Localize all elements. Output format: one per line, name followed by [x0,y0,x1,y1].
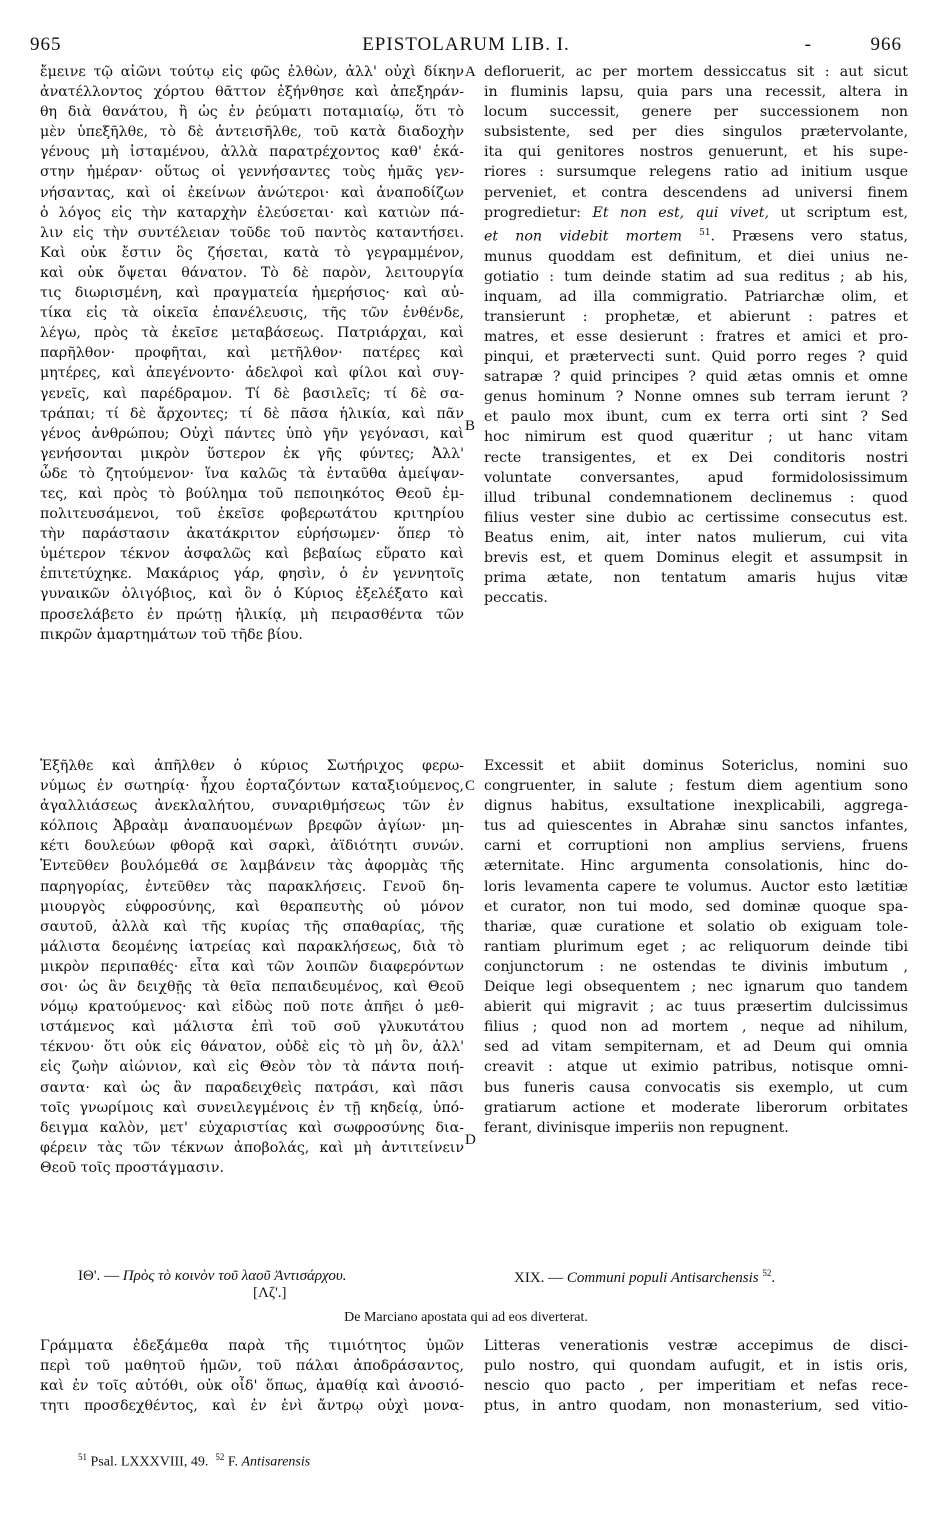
text-line: παρηγορίας, ἐντεῦθεν τὰς παρακλήσεις. Γενοῦ δη- [40,878,464,895]
text-line: καὶ οὐκ ὄψεται θάνατον. Τὸ δὲ παρὸν, λειτουργία [40,264,464,281]
text-line: θη διὰ θανάτου, ἢ ὡς ἐν ῥεύματι ποταμιαίῳ, ὅτι τὸ [40,104,464,121]
text-line: satrapæ ? quid principes ? quid ætas omnis et omne [484,369,908,386]
text-line: Ἐξῆλθε καὶ ἀπῆλθεν ὁ κύριος Σωτήριχος φερω- [40,758,464,774]
text-line: πολιτευσάμενοι, τοῦ ἐκεῖσε φοβερωτάτου κριτηρίου [40,506,464,523]
text-line: περὶ τοῦ μαθητοῦ ἡμῶν, τοῦ πάλαι ἀποδράσαντος, [40,1358,464,1375]
text-line: τις διωρισμένη, καὶ πραγματεία ἡμερήσιος· καὶ αὐ- [40,285,464,302]
text-line: σαντα· καὶ ὡς ἂν παραδειχθεὶς πατράσι, καὶ πᾶσι [40,1079,464,1096]
text-line: καὶ ἐν τοῖς αὐτόθι, οὐκ οἶδ' ὅπως, ἀμαθίᾳ καὶ ἀνοσιό- [40,1378,464,1395]
page-number-left: 965 [30,34,62,55]
margin-marker-a: A [465,64,476,80]
text-line: νύμως ἐν σωτηρίᾳ· ἦχου ἑορταζόντων καταξιούμενος, [40,778,464,795]
text-line: τράπαι; τί δὲ ἄρχοντες; τί δὲ πᾶσα ἡλικία, καὶ πᾶν [40,405,464,422]
text-line: filius ; quod non ad mortem , neque ad nihilum, [484,1019,908,1036]
text-line: genus hominum ? Nonne omnes sub terram ierunt ? [484,389,908,406]
text-line: creavit : atque ut eximio patribus, notisque omni- [484,1059,908,1076]
text-line: illud tribunal condemnationem declinemus : quod [484,489,908,506]
text-line: brevis est, et quem Dominus elegit et assumpsit in [484,549,908,566]
text-line: pulo nostro, qui quondam aufugit, et in istis oris, [484,1358,908,1375]
text-line: γενήσονται μικρὸν ὕστερον ἐκ γῆς φύντες; Ἀλλ' [40,445,464,462]
margin-marker-c: C [465,778,476,794]
text-line: τητι προσδεχθέντος, καὶ ἐν ἑνὶ ἄντρῳ οὐχὶ μονα- [40,1398,464,1415]
text-line: τες, καὶ πρὸς τὸ βούλημα τοῦ πεποιηκότος Θεοῦ ἐμ- [40,485,464,502]
text-line: τὴν παράστασιν ἀκατάκριτον εὑρήσωμεν· ὅπερ τὸ [40,526,464,543]
text-line: τίκα εἰς τὰ οἰκεῖα ἐπανέλευσις, τῆς τῶν ἐνθένδε, [40,305,464,322]
text-line: filius vester sine dubio ac certissime consecutus est. [484,509,908,526]
text-line: dignus habitus, exsultatione inexplicabili, aggrega- [484,798,908,815]
text-line: bus funeris causa convocatis sis exemplo, ut cum [484,1079,908,1096]
text-line: λέγω, πρὸς τὰ ἐκεῖσε μεταβάσεως. Πατριάρχαι, καὶ [40,325,464,342]
text-line: ἀγαλλιάσεως ἀνεκλαλήτου, συναριθμήσεως τῶν ἐν [40,798,464,815]
text-line: λιν εἰς τὴν συντέλειαν τοῦδε τοῦ παντὸς καταντήσει. [40,224,464,241]
text-line: gratiarum actione et moderate liberorum orbitates [484,1099,908,1116]
text-line: rantiam plurimum eget ; ac reliquorum deinde tibi [484,938,908,955]
text-line: ferant, divinisque imperiis non repugnent. [484,1119,789,1136]
text-line: ptus, in antro quodam, non monasterium, sed vitio- [484,1398,908,1415]
text-line: πικρῶν ἁμαρτημάτων τοῦ τῆδε βίου. [40,626,303,643]
latin-column-3 [484,1336,908,1416]
text-line: Beatus enim, ait, inter natos mulierum, cui vita [484,529,908,546]
margin-marker-d: D [465,1132,476,1148]
text-line: μιουργὸς εὐφροσύνης, καὶ θεραπευτὴς οὐ μόνον [40,898,464,915]
text-line: recte transigentes, et ex Dei conditoris nostri [484,449,908,466]
text-line: παρῆλθον· προφῆται, καὶ μετῆλθον· πατέρες καὶ [40,345,464,362]
header-dash: - [804,34,812,55]
text-line: δειγμα καλὸν, μετ' εὐχαριστίας καὶ σωφροσύνης δια- [40,1119,464,1136]
text-line: defloruerit, ac per mortem dessiccatus sit : aut sicut [484,64,908,80]
text-line: προσελάβετο ἐν πρώτῃ ἡλικίᾳ, μὴ πειρασθέντα τῶν [40,606,464,623]
greek-column-3 [40,1336,464,1416]
text-line: στην ἡμέραν· οὕτως οἱ γεννήσαντες τοὺς ἡμᾶς γεν- [40,164,464,181]
text-line: γένος ἀνθρώπου; Οὐχὶ πάντες ὑπὸ γῆν γεγόνασι, καὶ [40,425,464,442]
text-line: μικρὸν περιπαθές· εἶτα καὶ τῶν λοιπῶν διαφερόντων [40,958,464,975]
latin-quote-line: progredietur: Et non est, qui vivet, ut scriptum est, [484,204,908,221]
text-line: sed ad vitam sempiternam, et ad Deum qui omnia [484,1039,908,1056]
footnotes: $^{51}$ Psal. LXXXVIII, 49. $^{52}$ F. Antisarensis [78,1452,311,1470]
text-line: νόμῳ κρατούμενος· καὶ εἰδὼς ποῦ ποτε ἀπῆει ὁ μεθ- [40,999,464,1016]
text-line: loris levamenta capere te volumus. Auctor esto lætitiæ [484,878,908,895]
latin-quote-line-2: et non videbit mortem $^{51}$. Præsens vero status, [484,227,908,245]
text-line: congruenter, in salute ; festum diem agentium sono [484,778,908,795]
text-line: τοῖς γνωρίμοις καὶ συνειλεγμένοις ἐν τῇ κηδείᾳ, ὑπό- [40,1099,464,1116]
text-line: ἀνατέλλοντος χόρτου θᾶττον ἐξήνθησε καὶ ἀπεξηράν- [40,84,464,101]
page-number-right: 966 [870,34,902,55]
text-line: æternitate. Hinc argumenta consolationis, hinc do- [484,858,908,875]
greek-column-2 [40,756,464,1178]
text-line: ὧδε τὸ ζητούμενον· ἵνα καλῶς τὰ ἐνταῦθα ἀμείψαν- [40,465,464,482]
latin-column-2 [484,756,908,1138]
latin-column-1 [484,62,908,608]
text-line: tus ad quiescentes in Abrahæ sinu sanctos infantes, [484,818,908,835]
text-line: ἐπιτετύχηκε. Μακάριος γάρ, φησὶν, ὁ ἐν γεννητοῖς [40,566,464,583]
text-line: abierit qui migravit ; ac tuus præsertim dulcissimus [484,999,908,1016]
text-line: ἔμεινε τῷ αἰῶνι τούτῳ εἰς φῶς ἐλθὼν, ἀλλ' οὐχὶ δίκην [40,64,464,80]
margin-marker-b: B [465,418,476,434]
text-line: Litteras venerationis vestræ accepimus de disci- [484,1338,908,1354]
text-line: inquam, ad illa commigratio. Patriarchæ olim, et [484,288,908,305]
text-line: et curator, non tui modo, sed dominæ quoque spa- [484,898,908,915]
text-line: Excessit et abiit dominus Sotericlus, nomini suo [484,758,908,774]
text-line: perveniet, et contra descendens ad universi finem [484,184,908,201]
text-line: ὁ λόγος εἰς τὴν καταρχὴν ἐλεύσεται· καὶ κατιὼν πά- [40,204,464,221]
text-line: φέρειν τὰς τῶν τέκνων ἀποβολάς, καὶ μὴ ἀντιτείνειν [40,1139,464,1156]
text-line: in fluminis lapsu, quia pars una recessit, altera in [484,84,908,101]
text-line: γένους μὴ ἱσταμένου, ἀλλὰ παρατρέχοντος καθ' ἑκά- [40,144,464,161]
text-line: Καὶ οὐκ ἔστιν ὃς ζήσεται, κατὰ τὸ γεγραμμένον, [40,244,464,261]
text-line: et paulo mox ibunt, cum ex terra orti sint ? Sed [484,409,908,426]
text-line: peccatis. [484,590,548,607]
text-line: nescio quo pacto , per imperitiam et nefas rece- [484,1378,908,1395]
text-line: σοι· ὡς ἂν δειχθῇς τὰ θεῖα πεπαιδευμένος, καὶ Θεοῦ [40,979,464,996]
text-line: locum successit, genere per successionem non [484,104,908,121]
text-line: νήσαντας, καὶ οἱ ἐκείνων ἀνώτεροι· καὶ ἀναποδίζων [40,184,464,201]
text-line: μητέρες, καὶ ἀπεγένοντο· ἀδελφοὶ καὶ φίλοι καὶ συγ- [40,365,464,382]
greek-column-1 [40,62,464,645]
text-line: κόλποις Ἀβραὰμ ἀναπαυομένων βρεφῶν ἁγίων· μη- [40,818,464,835]
text-line: prima ætate, non tentatum amaris hujus vitæ [484,570,908,587]
text-line: γυναικῶν ὀλιγόβιος, καὶ ὃν ὁ Κύριος ἐξελέξατο καὶ [40,586,464,603]
text-line: κέτι δουλεύων φθορᾷ καὶ σαρκὶ, ἀϊδιότητι συνών. [40,838,464,855]
text-line: εἰς ζωὴν αἰώνιον, καὶ εἰς Θεὸν τὸν τὰ πάντα ποιή- [40,1059,464,1076]
text-line: thariæ, quæ curatione et solatio ob exiguam tole- [484,918,908,935]
text-line: munus quoddam est definitum, et diei unius ne- [484,248,908,265]
text-line: voluntate conversantes, apud formidolosissimum [484,469,908,486]
text-line: Deique legi obsequentem ; nec ignarum quo tandem [484,979,908,996]
running-title: EPISTOLARUM LIB. I. [362,34,570,55]
text-line: μὲν ὑπεξῆλθε, τὸ δὲ ἀντεισῆλθε, τοῦ κατὰ διαδοχὴν [40,124,464,141]
running-header [30,34,902,58]
text-line: τέκνου· ὅτι οὐκ εἰς θάνατον, οὐδὲ εἰς τὸ μὴ ὂν, ἀλλ' [40,1039,464,1056]
text-line: subsistente, sed per dies singulos prætervolante, [484,124,908,141]
text-line: pinqui, et prætervecti sunt. Quid porro reges ? quid [484,349,908,366]
text-line: Ἐντεῦθεν βουλόμεθά σε λαμβάνειν τὰς ἀφορμὰς τῆς [40,858,464,875]
text-line: μάλιστα δεομένης ἰατρείας καὶ παρακλήσεως, διὰ τὸ [40,938,464,955]
text-line: matres, et esse desierunt : fratres et amici et pro- [484,328,908,345]
text-line: carni et corruptioni non amplius serviens, fruens [484,838,908,855]
text-line: ιστάμενος καὶ μάλιστα ἐπὶ τοῦ σοῦ γλυκυτάτου [40,1019,464,1036]
text-line: ὑμέτερον τέκνον ἀσφαλῶς καὶ βεβαίως εὕρατο καὶ [40,546,464,563]
text-line: Γράμματα ἐδεξάμεθα παρὰ τῆς τιμιότητος ὑμῶν [40,1338,464,1354]
letter-heading-latin: XIX. — Communi populi Antisarchensis $^{52}$. [514,1268,776,1286]
text-line: hoc nimirum est quod quæritur ; ut hanc vitam [484,429,908,446]
letter-subtitle: De Marciano apostata qui ad eos diverterat. [344,1310,588,1325]
text-line: gotiatio : tum deinde statim ad sua reditus ; ab his, [484,268,908,285]
text-line: riores : sursumque relegens ratio ad initium usque [484,164,908,181]
text-line: σαυτοῦ, ἀλλὰ καὶ τῆς κυρίας τῆς σπαθαρίας, τῆς [40,918,464,935]
text-line: transierunt : prophetæ, et abierunt : patres et [484,308,908,325]
text-line: Θεοῦ τοῖς προστάγμασιν. [40,1159,225,1176]
text-line: ita qui genitores nostros genuerunt, et his supe- [484,144,908,161]
letter-heading-greek: ΙΘ'. — Πρὸς τὸ κοινὸν τοῦ λαοῦ Ἀντισάρχου. [Λζ'.] [78,1268,347,1301]
text-line: conjunctorum : ne ostendas te divinis imbutum , [484,958,908,975]
text-line: γενεῖς, καὶ παρέδραμον. Τί δὲ βασιλεῖς; τί δὲ σα- [40,385,464,402]
